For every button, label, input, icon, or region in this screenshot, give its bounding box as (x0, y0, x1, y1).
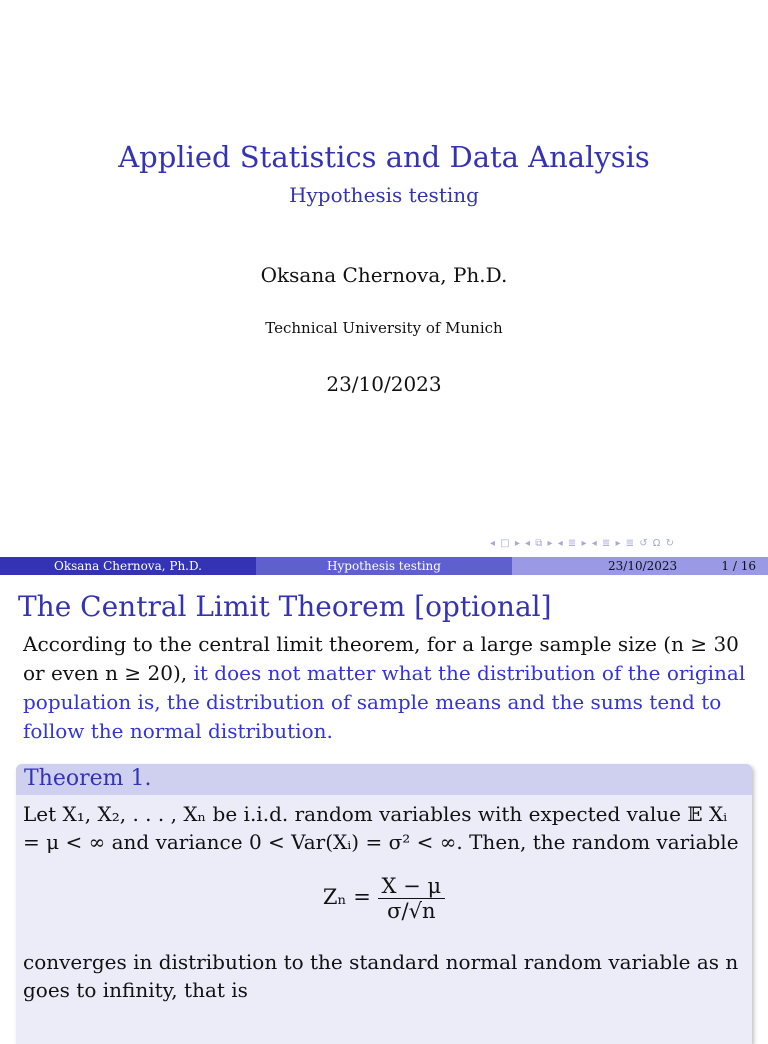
formula-numerator: X − μ (378, 874, 446, 899)
formula-fraction (378, 874, 446, 923)
institute-name: Technical University of Munich (265, 319, 503, 337)
intro-paragraph (23, 630, 753, 746)
footer-date-page (512, 557, 768, 575)
footer-title: Hypothesis testing (256, 557, 512, 575)
footer-date: 23/10/2023 (608, 559, 678, 573)
theorem-block (16, 764, 752, 1044)
intro-text: According to the central limit theorem, for a large sample size (n ≥ 30 or even n ≥ 20), (23, 632, 739, 685)
zn-formula (16, 874, 752, 923)
intro-highlight: it does not matter what the distribution of the original population is, the distribution of sample means and the sums tend to follow the normal distribution. (23, 661, 746, 743)
theorem-conclusion: converges in distribution to the standard normal random variable as n goes to infinity, that is (23, 950, 739, 1002)
footer-author: Oksana Chernova, Ph.D. (0, 557, 256, 575)
theorem-header (16, 764, 752, 795)
presentation-date: 23/10/2023 (326, 372, 442, 396)
theorem-statement: Let X₁, X₂, . . . , Xₙ be i.i.d. random variables with expected value 𝔼 Xᵢ = μ < ∞ and variance 0 < Var(Xᵢ) = σ² < ∞. Then, the random variable (23, 802, 739, 854)
formula-lhs: Zₙ = (322, 885, 371, 909)
author-name: Oksana Chernova, Ph.D. (260, 263, 508, 287)
slide-title: The Central Limit Theorem [optional] (18, 590, 552, 623)
presentation-title: Applied Statistics and Data Analysis (118, 140, 650, 174)
beamer-navigation-icons[interactable]: ◂ □ ▸ ◂ ⧉ ▸ ◂ ≣ ▸ ◂ ≣ ▸ ≣ ↺ Ω ↻ (490, 538, 675, 549)
formula-denominator: σ/√n (387, 899, 436, 923)
footer-bar (0, 557, 768, 575)
presentation-subtitle: Hypothesis testing (289, 183, 479, 207)
page-number: 1 / 16 (721, 559, 756, 573)
theorem-title: Theorem 1. (24, 766, 152, 791)
